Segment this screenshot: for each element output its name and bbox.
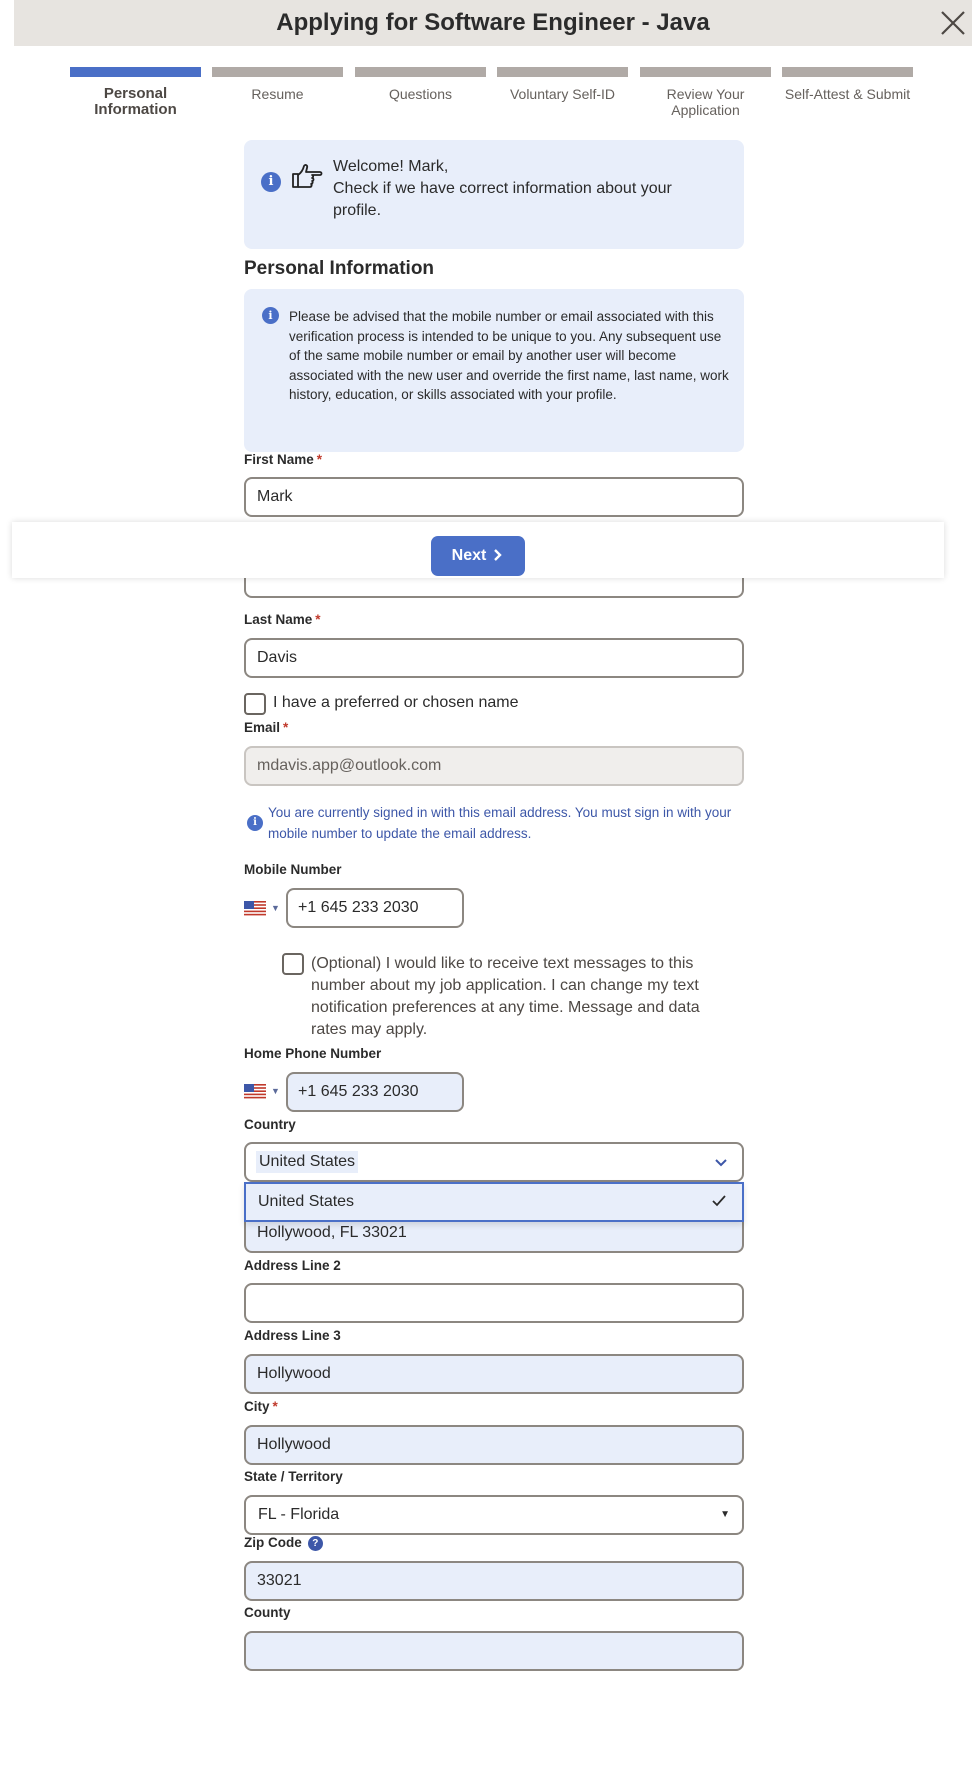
step-review-application[interactable] [640, 67, 771, 118]
step-self-attest-submit[interactable] [782, 67, 913, 102]
step-resume[interactable] [212, 67, 343, 102]
pointing-hand-icon [290, 160, 324, 194]
close-button[interactable] [934, 4, 972, 42]
welcome-banner [244, 140, 744, 249]
sticky-action-bar [12, 522, 944, 578]
country-label: Country [244, 1117, 296, 1132]
step-label: Resume [251, 86, 304, 102]
county-input[interactable] [244, 1631, 744, 1671]
address-line-2-input[interactable] [244, 1283, 744, 1323]
country-option-united-states[interactable]: United States [244, 1182, 744, 1222]
chevron-down-icon [712, 1153, 730, 1171]
step-label: Self-Attest & Submit [784, 86, 911, 102]
us-flag-icon[interactable] [244, 901, 266, 916]
step-label: Review Your Application [666, 86, 745, 118]
info-icon: i [262, 307, 279, 324]
checkmark-icon [710, 1192, 728, 1210]
caret-down-icon: ▼ [720, 1509, 730, 1520]
county-label: County [244, 1605, 291, 1620]
state-select[interactable]: FL - Florida ▼ [244, 1495, 744, 1535]
step-label: Voluntary Self-ID [509, 86, 616, 102]
step-personal-information[interactable] [70, 67, 201, 118]
step-label: Questions [388, 86, 453, 102]
zip-code-input[interactable]: 33021 [244, 1561, 744, 1601]
address-line-3-label: Address Line 3 [244, 1328, 341, 1343]
first-name-label: First Name * [244, 452, 323, 467]
welcome-message: Check if we have correct information about your profile. [333, 180, 672, 219]
address-line-2-label: Address Line 2 [244, 1258, 341, 1273]
mobile-number-label: Mobile Number [244, 862, 342, 877]
caret-down-icon[interactable]: ▼ [271, 903, 280, 913]
step-label: Personal Information [94, 85, 177, 118]
mobile-number-input[interactable]: +1 645 233 2030 [286, 888, 464, 928]
step-bar [640, 67, 771, 77]
close-icon [934, 4, 972, 42]
home-phone-label: Home Phone Number [244, 1046, 382, 1061]
us-flag-icon[interactable] [244, 1084, 266, 1099]
progress-steps [70, 67, 913, 127]
sms-optin-checkbox[interactable] [282, 953, 304, 975]
step-questions[interactable] [355, 67, 486, 102]
email-note-text: You are currently signed in with this email address. You must sign in with your mobile number to update the email address. [268, 805, 732, 841]
preferred-name-checkbox[interactable] [244, 693, 266, 715]
next-button[interactable]: Next [431, 536, 525, 576]
help-icon[interactable]: ? [308, 1536, 323, 1551]
city-label: City * [244, 1399, 278, 1414]
step-bar [782, 67, 913, 77]
address-line-1-input[interactable]: Hollywood, FL 33021 [244, 1213, 744, 1253]
section-title: Personal Information [244, 258, 435, 279]
home-phone-input[interactable]: +1 645 233 2030 [286, 1072, 464, 1112]
welcome-text [333, 156, 713, 222]
email-input: mdavis.app@outlook.com [244, 746, 744, 786]
first-name-input[interactable]: Mark [244, 477, 744, 517]
step-bar [497, 67, 628, 77]
info-icon: i [261, 172, 281, 192]
country-selected-value: United States [256, 1151, 358, 1173]
preferred-name-label: I have a preferred or chosen name [273, 694, 519, 711]
state-label: State / Territory [244, 1469, 343, 1484]
last-name-label: Last Name * [244, 612, 321, 627]
last-name-input[interactable]: Davis [244, 638, 744, 678]
step-bar [212, 67, 343, 77]
chevron-right-icon [492, 536, 504, 576]
welcome-greeting: Welcome! Mark, [333, 158, 449, 175]
info-icon: i [247, 815, 263, 831]
step-bar [70, 67, 201, 77]
city-input[interactable]: Hollywood [244, 1425, 744, 1465]
step-bar [355, 67, 486, 77]
notice-text: Please be advised that the mobile number or email associated with this verification process is intended to be unique to you. Any subsequent use of the same mobile number or email by another user will become associated with the new user and override the first name, last name, work history, education, or skills associated with your profile. [289, 309, 729, 402]
email-label: Email * [244, 720, 289, 735]
address-line-3-input[interactable]: Hollywood [244, 1354, 744, 1394]
uniqueness-notice [244, 289, 744, 452]
header-bar [14, 0, 972, 46]
caret-down-icon[interactable]: ▼ [271, 1086, 280, 1096]
page-title: Applying for Software Engineer - Java [276, 9, 710, 36]
zip-code-label: Zip Code ? [244, 1535, 323, 1551]
sms-optin-label: (Optional) I would like to receive text messages to this number about my job application. I can change my text notification preferences at any time. Message and data rates may apply. [311, 955, 700, 1038]
country-select[interactable] [244, 1142, 744, 1182]
step-voluntary-self-id[interactable] [497, 67, 628, 102]
